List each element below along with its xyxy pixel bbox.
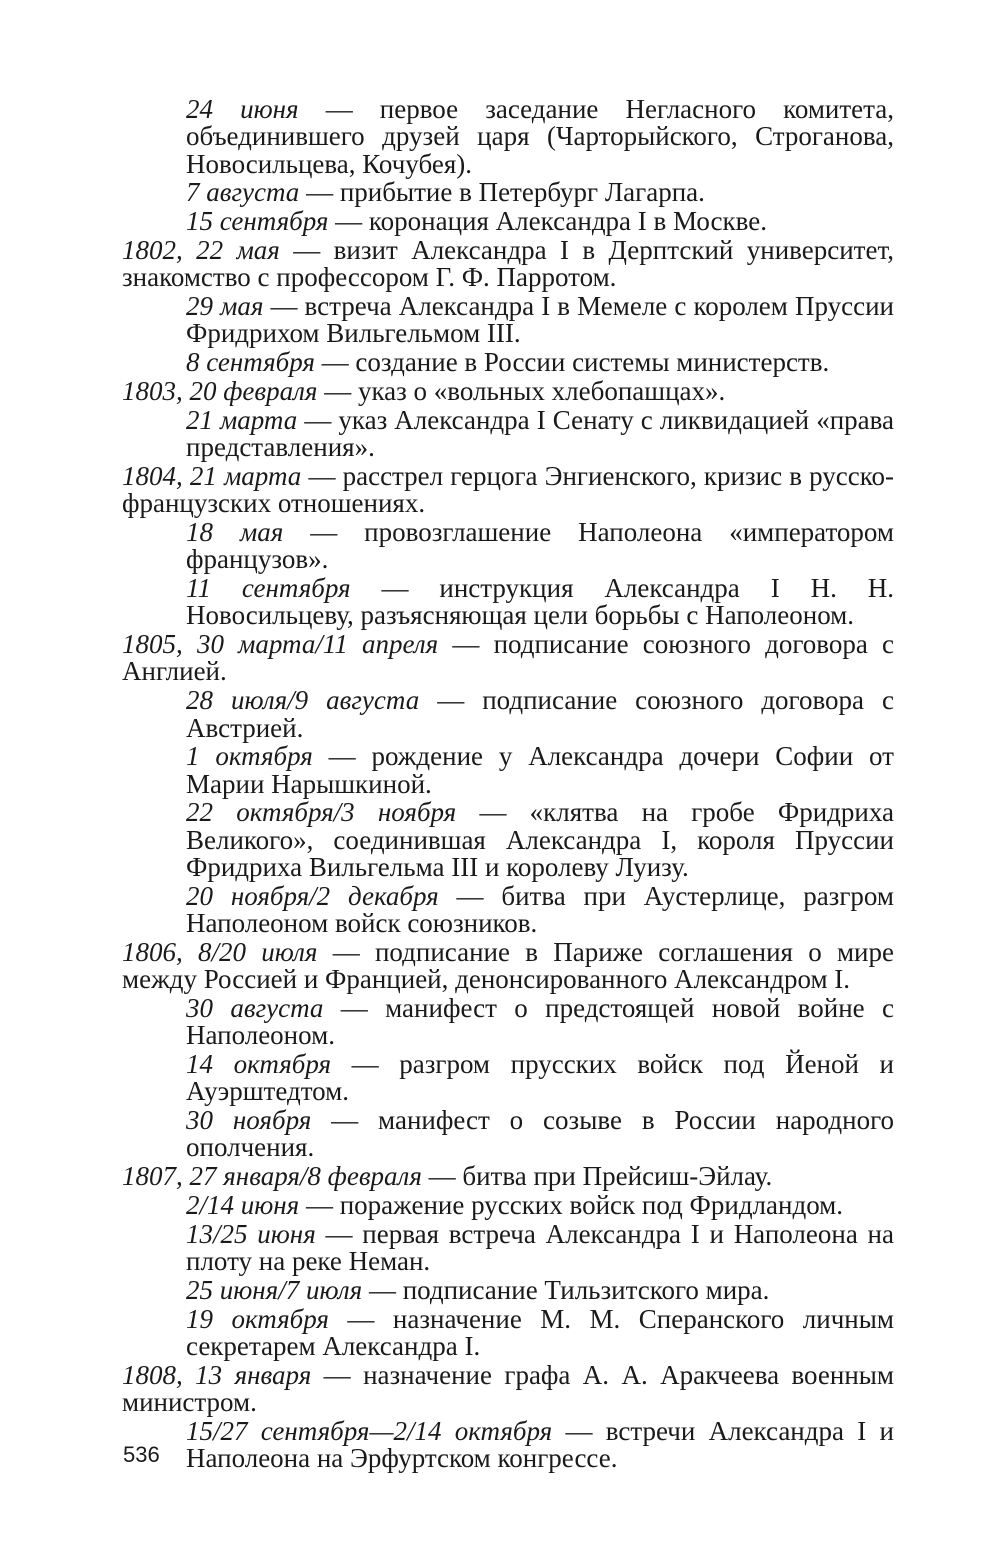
entry-text: — «клятва на гробе Фридриха Великого», соединившая Александра I, короля Пруссии Фридриха Вильгельма III и королеву Луизу. (186, 797, 894, 883)
entry-text: — встреча Александра I в Мемеле с королем Пруссии Фридрихом Вильгельмом III. (186, 291, 894, 349)
entry-date: 15 сентября (186, 206, 329, 237)
entry-text: — назначение графа А. А. Аракчеева военным министром. (122, 1359, 894, 1418)
entry-text: — битва при Прейсиш-Эйлау. (421, 1161, 773, 1192)
chronology-subentry (122, 293, 894, 348)
entry-text: — указ Александра I Сенату с ликвидацией «права представления». (186, 404, 894, 463)
entry-date: 1805, 30 марта/11 апреля (122, 629, 439, 660)
entry-date: 21 марта (186, 404, 298, 435)
entry-date: 19 октября (186, 1303, 329, 1334)
chronology-list (122, 96, 894, 1474)
chronology-subentry (122, 880, 894, 939)
chronology-subentry (122, 687, 894, 742)
entry-text: — манифест о созыве в России народного ополчения. (186, 1105, 894, 1163)
chronology-subentry (122, 1192, 894, 1219)
entry-text: — коронация Александра I в Москве. (328, 206, 767, 237)
page-number: 536 (123, 1442, 160, 1467)
chronology-subentry (122, 743, 894, 798)
entry-date: 1802, 22 мая (122, 234, 280, 265)
entry-date: 30 ноября (186, 1105, 312, 1136)
chronology-subentry (122, 1107, 894, 1162)
entry-date: 18 мая (186, 516, 284, 547)
entry-date: 1806, 8/20 июля (122, 936, 318, 967)
chronology-subentry (122, 575, 894, 630)
entry-date: 22 октября/3 ноября (186, 797, 457, 828)
entry-date: 25 июня/7 июля (186, 1274, 363, 1305)
entry-date: 28 июля/9 августа (186, 685, 420, 716)
chronology-subentry (122, 96, 894, 178)
entry-date: 14 октября (186, 1049, 332, 1080)
entry-text: — разгром прусских войск под Йеной и Ауэрштедтом. (186, 1049, 894, 1107)
chronology-year-entry (122, 1359, 894, 1418)
chronology-year-entry (122, 1163, 894, 1190)
entry-text: — рождение у Александра дочери Софии от Марии Нарышкиной. (186, 741, 894, 799)
chronology-subentry (122, 1303, 894, 1362)
entry-text: — первая встреча Александра I и Наполеона на плоту на реке Неман. (186, 1218, 894, 1277)
chronology-subentry (122, 1415, 894, 1474)
chronology-subentry (122, 179, 894, 206)
chronology-subentry (122, 995, 894, 1050)
entry-text: — прибытие в Петербург Лагарпа. (299, 177, 705, 208)
entry-text: — первое заседание Негласного комитета, объединившего друзей царя (Чарторыйского, Строганова, Новосильцева, Кочубея). (186, 94, 894, 179)
entry-text: — встречи Александра I и Наполеона на Эрфуртском конгрессе. (186, 1415, 894, 1474)
chronology-year-entry (122, 936, 894, 995)
entry-date: 11 сентября (186, 573, 351, 604)
entry-date: 8 сентября (186, 347, 315, 378)
chronology-subentry (122, 349, 894, 376)
entry-text: — подписание союзного договора с Австрией. (186, 685, 894, 743)
entry-date: 13/25 июня (186, 1218, 316, 1249)
entry-text: — битва при Аустерлице, разгром Наполеоном войск союзников. (186, 880, 894, 939)
entry-date: 2/14 июня (186, 1190, 300, 1221)
entry-text: — инструкция Александра I Н. Н. Новосильцеву, разъясняющая цели борьбы с Наполеоном. (186, 573, 895, 631)
chronology-subentry (122, 1218, 894, 1277)
entry-text: — подписание Тильзитского мира. (362, 1274, 770, 1305)
chronology-year-entry (122, 234, 894, 293)
entry-date: 1807, 27 января/8 февраля (122, 1161, 422, 1192)
entry-text: — подписание союзного договора с Англией. (122, 629, 894, 687)
entry-text: — назначение М. М. Сперанского личным секретарем Александра I. (186, 1303, 894, 1362)
entry-date: 7 августа (186, 177, 300, 208)
chronology-subentry (122, 516, 894, 575)
entry-date: 20 ноября/2 декабря (186, 880, 439, 911)
chronology-subentry (122, 1274, 894, 1305)
entry-date: 1 октября (186, 741, 313, 772)
entry-text: — создание в России системы министерств. (314, 347, 830, 378)
entry-text: — визит Александра I в Дерптский университет, знакомство с профессором Г. Ф. Парротом. (122, 234, 894, 293)
entry-date: 30 августа (186, 993, 324, 1023)
chronology-year-entry (122, 631, 894, 686)
entry-text: — провозглашение Наполеона «императором французов». (186, 516, 894, 575)
entry-text: — поражение русских войск под Фридландом. (299, 1190, 844, 1221)
entry-date: 1803, 20 февраля (122, 375, 318, 406)
chronology-subentry (122, 208, 894, 235)
chronology-year-entry (122, 460, 895, 519)
entry-date: 24 июня (186, 94, 299, 124)
entry-date: 15/27 сентября—2/14 октября (186, 1415, 553, 1446)
chronology-year-entry (122, 375, 894, 406)
chronology-subentry (122, 1051, 894, 1106)
entry-text: — расстрел герцога Энгиенского, кризис в русско-французских отношениях. (122, 460, 895, 519)
entry-date: 29 мая (186, 291, 264, 322)
entry-date: 1808, 13 января (122, 1359, 312, 1390)
chronology-subentry (122, 799, 894, 881)
entry-text: — манифест о предстоящей новой войне с Наполеоном. (186, 993, 894, 1051)
chronology-subentry (122, 404, 894, 463)
entry-text: — подписание в Париже соглашения о мире между Россией и Францией, денонсированного Александром I. (122, 936, 894, 995)
entry-text: — указ о «вольных хлебопашцах». (317, 375, 726, 406)
entry-date: 1804, 21 марта (122, 460, 302, 491)
